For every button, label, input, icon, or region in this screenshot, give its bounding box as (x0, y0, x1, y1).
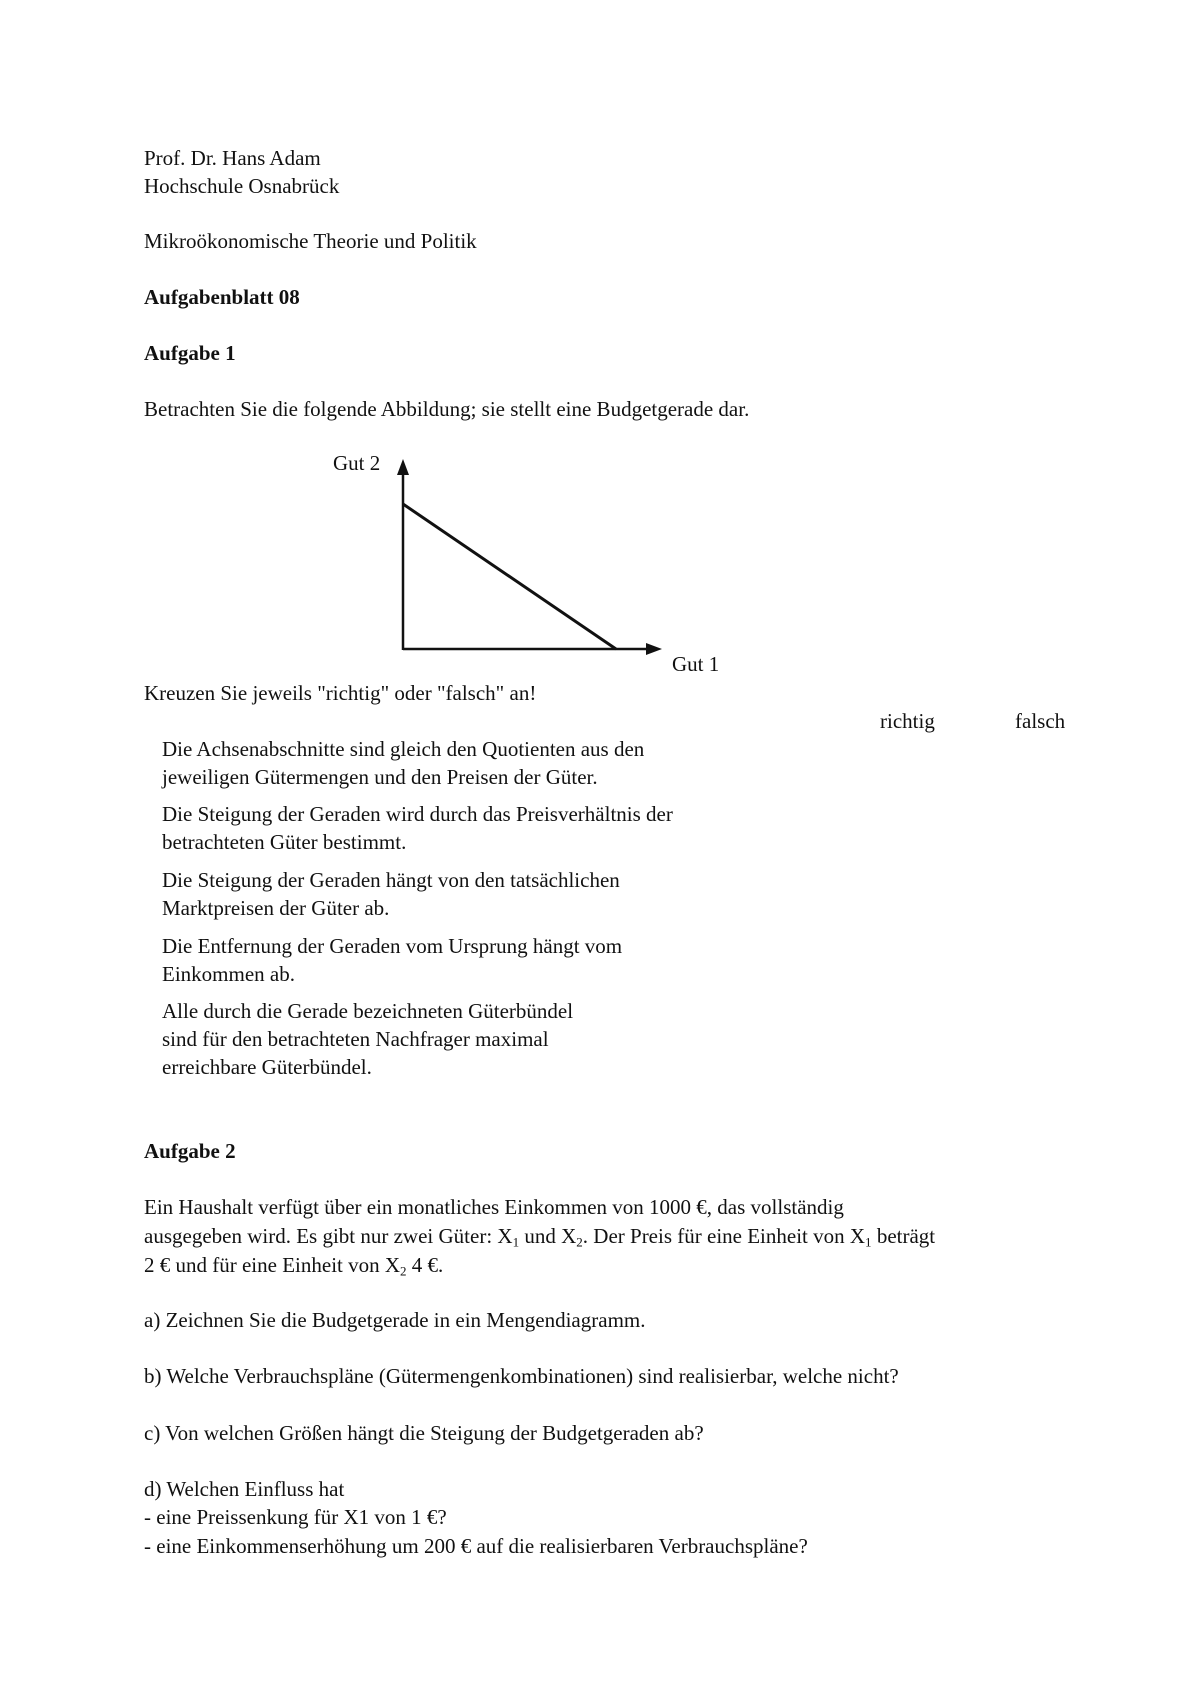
statement-line: sind für den betrachteten Nachfrager maximal (162, 1027, 549, 1051)
question-d-item-1: - eine Preissenkung für X1 von 1 €? (144, 1505, 447, 1529)
budget-line (403, 504, 616, 649)
task2-text-line-2: ausgegeben wird. Es gibt nur zwei Güter: $X_1$ und $X_2$. Der Preis für eine Einheit von $X_1$ beträgt (144, 1224, 936, 1250)
statement-2 (162, 800, 802, 856)
sheet-title: Aufgabenblatt 08 (144, 285, 300, 309)
statement-line: Die Entfernung der Geraden vom Ursprung hängt vom (162, 934, 623, 958)
statement-line: Die Steigung der Geraden wird durch das Preisverhältnis der (162, 802, 673, 826)
question-a: a) Zeichnen Sie die Budgetgerade in ein Mengendiagramm. (144, 1308, 646, 1332)
statement-1 (162, 735, 802, 791)
task1-intro: Betrachten Sie die folgende Abbildung; sie stellt eine Budgetgerade dar. (144, 397, 750, 421)
statement-4 (162, 932, 802, 988)
statement-line: jeweiligen Gütermengen und den Preisen der Güter. (162, 765, 598, 789)
x-axis-label: Gut 1 (672, 652, 720, 676)
task2-heading: Aufgabe 2 (144, 1139, 236, 1163)
column-true-header: richtig (880, 709, 935, 733)
y-axis-arrow-icon (397, 459, 409, 475)
column-false-header: falsch (1015, 709, 1066, 733)
question-b: b) Welche Verbrauchspläne (Gütermengenkombinationen) sind realisierbar, welche nicht? (144, 1364, 899, 1388)
statement-line: Marktpreisen der Güter ab. (162, 896, 390, 920)
statement-line: Die Achsenabschnitte sind gleich den Quotienten aus den (162, 737, 645, 761)
statement-line: Alle durch die Gerade bezeichneten Güterbündel (162, 999, 574, 1023)
x-axis-arrow-icon (646, 643, 662, 655)
institution: Hochschule Osnabrück (144, 174, 340, 198)
question-d: d) Welchen Einfluss hat (144, 1477, 345, 1501)
question-c: c) Von welchen Größen hängt die Steigung der Budgetgeraden ab? (144, 1421, 704, 1445)
statement-line: erreichbare Güterbündel. (162, 1055, 372, 1079)
task1-instruction: Kreuzen Sie jeweils "richtig" oder "falsch" an! (144, 681, 537, 705)
task2-text-line-3: 2 € und für eine Einheit von $X_2$ 4 €. (144, 1253, 444, 1279)
y-axis-label: Gut 2 (333, 451, 381, 475)
course-title: Mikroökonomische Theorie und Politik (144, 229, 477, 253)
statement-3 (162, 866, 802, 922)
budget-line-diagram (320, 455, 670, 665)
task2-text-line-1: Ein Haushalt verfügt über ein monatliches Einkommen von 1000 €, das vollständig (144, 1195, 844, 1219)
statement-5 (162, 997, 802, 1081)
task1-heading: Aufgabe 1 (144, 341, 236, 365)
statement-line: betrachteten Güter bestimmt. (162, 830, 407, 854)
author: Prof. Dr. Hans Adam (144, 146, 321, 170)
question-d-item-2: - eine Einkommenserhöhung um 200 € auf die realisierbaren Verbrauchspläne? (144, 1534, 808, 1558)
statement-line: Einkommen ab. (162, 962, 295, 986)
statement-line: Die Steigung der Geraden hängt von den tatsächlichen (162, 868, 620, 892)
